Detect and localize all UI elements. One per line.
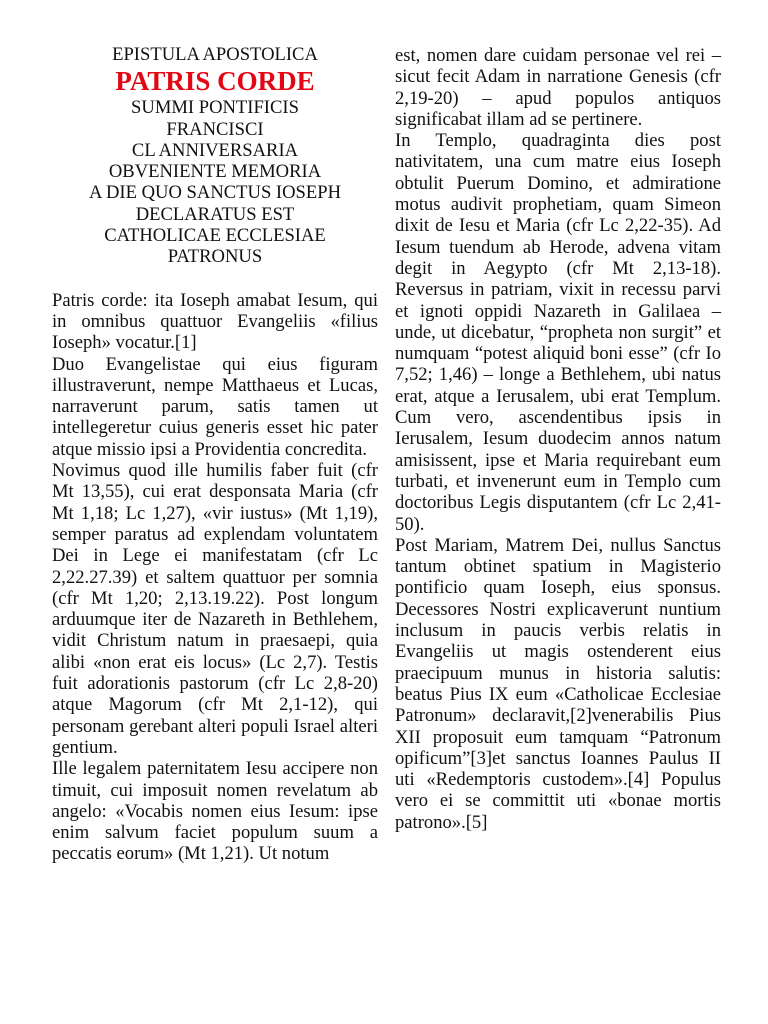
paragraph: est, nomen dare cuidam personae vel rei – sicut fecit Adam in narratione Genesis (cfr 2,19-20) – apud populos antiquos significabat illam ad se pertinere. (395, 45, 721, 130)
header-line-patronus: PATRONUS (167, 246, 263, 268)
paragraph: Post Mariam, Matrem Dei, nullus Sanctus tantum obtinet spatium in Magisterio pontificio quam Ioseph, eius sponsus. Decessores Nostri explicaverunt nuntium inclusum in paucis verbis relatis in Evangeliis ut magis ostenderent eius praecipuum munus in historia salutis: beatus Pius IX eum «Catholicae Ecclesiae Patronum» declaravit,[2]venerabilis Pius XII proposuit eum tamquam “Patronum opificum”[3]et sanctus Ioannes Paulus II uti «Redemptoris custodem».[4] Populus vero ei se committit uti «bonae mortis patrono».[5] (395, 534, 721, 833)
paragraph: Patris corde: ita Ioseph amabat Iesum, qui in omnibus quattuor Evangeliis «filius Ioseph» vocatur.[1] (52, 289, 378, 354)
letter-header (52, 44, 378, 268)
paragraph: In Templo, quadraginta dies post nativitatem, una cum matre eius Ioseph obtulit Puerum Domino, et admiratione motus audivit prophetiam, quam Simeon dixit de Iesu et Maria (cfr Lc 2,22-35). Ad Iesum tuendum ab Herode, advena vitam degit in Aegypto (cfr Mt 2,13-18). Reversus in patriam, vixit in recessu parvi et ignoti oppidi Nazareth in Galilaea – unde, ut dicebatur, “propheta non surgit” et numquam “potest aliquid boni esse” (cfr Io 7,52; 1,46) – longe a Bethlehem, ubi natus erat, atque a Ierusalem, ubi erat Templum. Cum vero, ascendentibus ipsis in Ierusalem, Iesum duodecim annos natum amisissent, ipse et Maria requirebant eum turbati, et invenerunt eum in Templo cum doctoribus Legis disputantem (cfr Lc 2,41-50). (395, 130, 721, 535)
paragraph: Ille legalem paternitatem Iesu accipere non timuit, cui imposuit nomen revelatum ab angelo: «Vocabis nomen eius Iesum: ipse enim salvum faciet populum suum a peccatis eorum» (Mt 1,21). Ut notum (52, 758, 378, 865)
header-line-epistula: EPISTULA APOSTOLICA (112, 44, 318, 65)
right-column (395, 45, 721, 833)
left-column (52, 44, 378, 865)
paragraph: Duo Evangelistae qui eius figuram illustraverunt, nempe Matthaeus et Lucas, narraverunt parum, satis tamen ut intellegeretur cuius generis esset hic pater atque missio ipsi a Providentia concredita. (52, 353, 378, 460)
paragraph: Novimus quod ille humilis faber fuit (cfr Mt 13,55), cui erat desponsata Maria (cfr Mt 1,18; Lc 1,27), «vir iustus» (Mt 1,19), semper paratus ad explendam voluntatem Dei in Lege ei manifestatam (cfr Lc 2,22.27.39) et saltem quattuor per somnia (cfr Mt 1,20; 2,13.19.22). Post longum arduumque iter de Nazareth in Bethlehem, vidit Christum natum in praesaepi, quia alibi «non erat eis locus» (Lc 2,7). Testis fuit adorationis pastorum (cfr Lc 2,8-20) atque Magorum (cfr Mt 2,1-12), qui personam gerebant alteri populi Israel alteri gentium. (52, 460, 378, 758)
header-line-declaratus: DECLARATUS EST (135, 203, 295, 225)
header-line-die: A DIE QUO SANCTUS IOSEPH (88, 182, 342, 204)
header-line-francisci: FRANCISCI (166, 118, 264, 140)
header-line-summi: SUMMI PONTIFICIS (131, 97, 299, 119)
header-line-anniversaria: CL ANNIVERSARIA (131, 139, 299, 161)
header-line-memoria: OBVENIENTE MEMORIA (108, 161, 322, 183)
letter-title: PATRIS CORDE (115, 66, 315, 97)
header-line-catholicae: CATHOLICAE ECCLESIAE (104, 225, 326, 247)
